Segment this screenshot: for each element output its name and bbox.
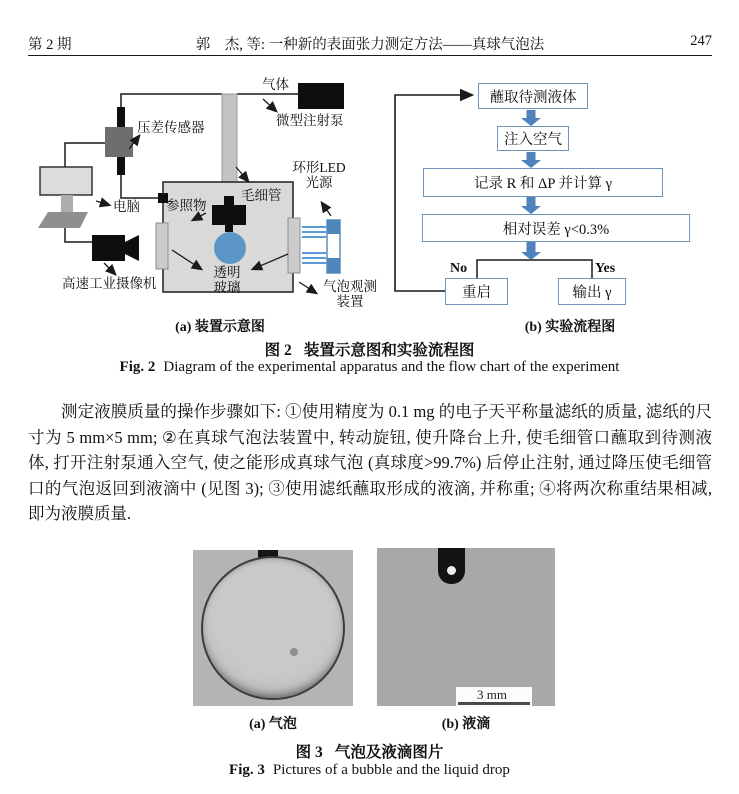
wire-sensor-capillary bbox=[121, 94, 222, 108]
flow-box-dip-liquid: 蘸取待测液体 bbox=[478, 83, 588, 109]
arrow-observer bbox=[299, 282, 316, 293]
pressure-sensor bbox=[105, 127, 133, 157]
label-capillary: 毛细管 bbox=[241, 188, 282, 203]
label-glass-line2: 玻璃 bbox=[213, 280, 241, 295]
arrow-syringe-pump bbox=[263, 99, 276, 111]
label-observer bbox=[316, 279, 384, 309]
label-led-line2: 光源 bbox=[305, 175, 333, 190]
scale-bar-line bbox=[458, 702, 530, 705]
figure2-caption-cn bbox=[0, 338, 739, 360]
capillary-nozzle bbox=[225, 225, 233, 232]
photo-bubble-sphere bbox=[201, 556, 345, 700]
arrow-camera bbox=[104, 263, 115, 274]
label-led-line1: 环形LED bbox=[292, 160, 346, 175]
flow-branch-lines bbox=[477, 260, 592, 278]
flow-arrow-4 bbox=[521, 242, 541, 260]
figure2-caption-en-label: Fig. 2 bbox=[119, 359, 156, 375]
reference-object bbox=[212, 205, 246, 225]
scale-bar bbox=[456, 687, 532, 706]
photo-bubble bbox=[193, 550, 353, 706]
bubble bbox=[214, 232, 246, 264]
figure3-caption-en-text: Pictures of a bubble and the liquid drop bbox=[272, 762, 510, 778]
label-syringe-pump: 微型注射泵 bbox=[276, 113, 344, 128]
flow-arrow-1 bbox=[521, 110, 541, 126]
figure2-caption-en-text: Diagram of the experimental apparatus and the flow chart of the experiment bbox=[163, 359, 620, 375]
sensor-top-port bbox=[117, 107, 125, 128]
photo-drop bbox=[377, 548, 555, 706]
led-ring-bottom bbox=[327, 258, 340, 273]
label-camera: 高速工业摄像机 bbox=[62, 276, 157, 291]
flow-box-inject-air: 注入空气 bbox=[497, 126, 569, 151]
monitor-stand bbox=[61, 195, 73, 212]
arrow-capillary bbox=[236, 167, 248, 181]
monitor-base bbox=[38, 212, 88, 228]
label-pressure-sensor: 压差传感器 bbox=[137, 120, 205, 135]
subcaption-drop: (b) 液滴 bbox=[441, 717, 491, 732]
led-light-rays bbox=[302, 227, 326, 263]
page-header bbox=[28, 33, 712, 53]
figure2-caption-en bbox=[0, 359, 739, 376]
figure3-caption-cn-label: 图 3 bbox=[295, 744, 323, 761]
figure3-caption-cn-text: 气泡及液滴图片 bbox=[334, 744, 444, 761]
subcaption-bubble: (a) 气泡 bbox=[249, 717, 297, 732]
label-glass-line1: 透明 bbox=[213, 265, 241, 280]
arrow-led-source bbox=[322, 203, 331, 216]
running-title: 郭 杰, 等: 一种新的表面张力测定方法——真球气泡法 bbox=[195, 37, 545, 53]
page-number: 247 bbox=[690, 33, 712, 49]
flow-label-no: No bbox=[450, 261, 468, 276]
label-observer-line2: 装置 bbox=[336, 294, 364, 309]
capillary-tip bbox=[224, 196, 234, 206]
figure2-caption-cn-text: 装置示意图和实验流程图 bbox=[303, 342, 475, 359]
wire-sensor-chamber bbox=[121, 175, 158, 198]
glass-window-left bbox=[156, 223, 168, 269]
subcaption-apparatus: (a) 装置示意图 bbox=[175, 320, 265, 335]
label-computer: 电脑 bbox=[113, 199, 140, 214]
label-observer-line1: 气泡观测 bbox=[323, 279, 377, 294]
figure-2 bbox=[0, 70, 739, 390]
flow-arrow-2 bbox=[521, 152, 541, 168]
subcaption-flowchart: (b) 实验流程图 bbox=[524, 320, 616, 335]
wire-computer-sensor bbox=[65, 143, 105, 167]
header-rule bbox=[28, 55, 712, 56]
scale-bar-label: 3 mm bbox=[477, 687, 507, 702]
label-reference: 参照物 bbox=[166, 198, 207, 213]
flow-box-output: 输出 γ bbox=[558, 278, 626, 305]
figure2-caption-cn-label: 图 2 bbox=[264, 342, 292, 359]
journal-issue: 第 2 期 bbox=[28, 37, 72, 53]
sensor-bottom-port bbox=[117, 157, 125, 175]
label-glass bbox=[203, 265, 251, 295]
figure3-caption-cn bbox=[0, 740, 739, 762]
body-paragraph: 测定液膜质量的操作步骤如下: ①使用精度为 0.1 mg 的电子天平称量滤纸的质量, 滤纸的尺寸为 5 mm×5 mm; ②在真球气泡法装置中, 转动旋钮, 使升降台上升, 使毛细管口蘸取到待测液体, 打开注射泵通入空气, 使之能形成真球气泡 (真球度>99.7%) 后停止注射, 通过降压使毛细管口的气泡返回到液滴中 (见图 3); ③使用滤纸蘸取形成的液滴, 并称重; ④将两次称重结果相减, 即为液膜质量. bbox=[28, 402, 712, 523]
label-gas: 气体 bbox=[262, 77, 289, 92]
flow-label-yes: Yes bbox=[595, 261, 616, 276]
label-led-source bbox=[286, 160, 352, 190]
photo-drop-droplet bbox=[447, 566, 456, 575]
figure3-caption-en-label: Fig. 3 bbox=[229, 762, 265, 778]
figure3-caption-en bbox=[0, 762, 739, 779]
led-ring-top bbox=[327, 220, 340, 234]
flow-box-error-check: 相对误差 γ<0.3% bbox=[422, 214, 690, 242]
flow-arrow-3 bbox=[521, 196, 541, 214]
photo-bubble-speck bbox=[290, 648, 298, 656]
syringe-pump bbox=[298, 83, 344, 109]
figure-3 bbox=[0, 540, 739, 794]
computer-monitor bbox=[40, 167, 92, 195]
flow-box-restart: 重启 bbox=[445, 278, 508, 305]
arrow-computer bbox=[96, 201, 109, 205]
glass-window-right bbox=[288, 218, 300, 273]
flow-box-record: 记录 R 和 ΔP 并计算 γ bbox=[423, 168, 663, 197]
camera-lens bbox=[125, 235, 139, 261]
industrial-camera bbox=[92, 235, 125, 261]
